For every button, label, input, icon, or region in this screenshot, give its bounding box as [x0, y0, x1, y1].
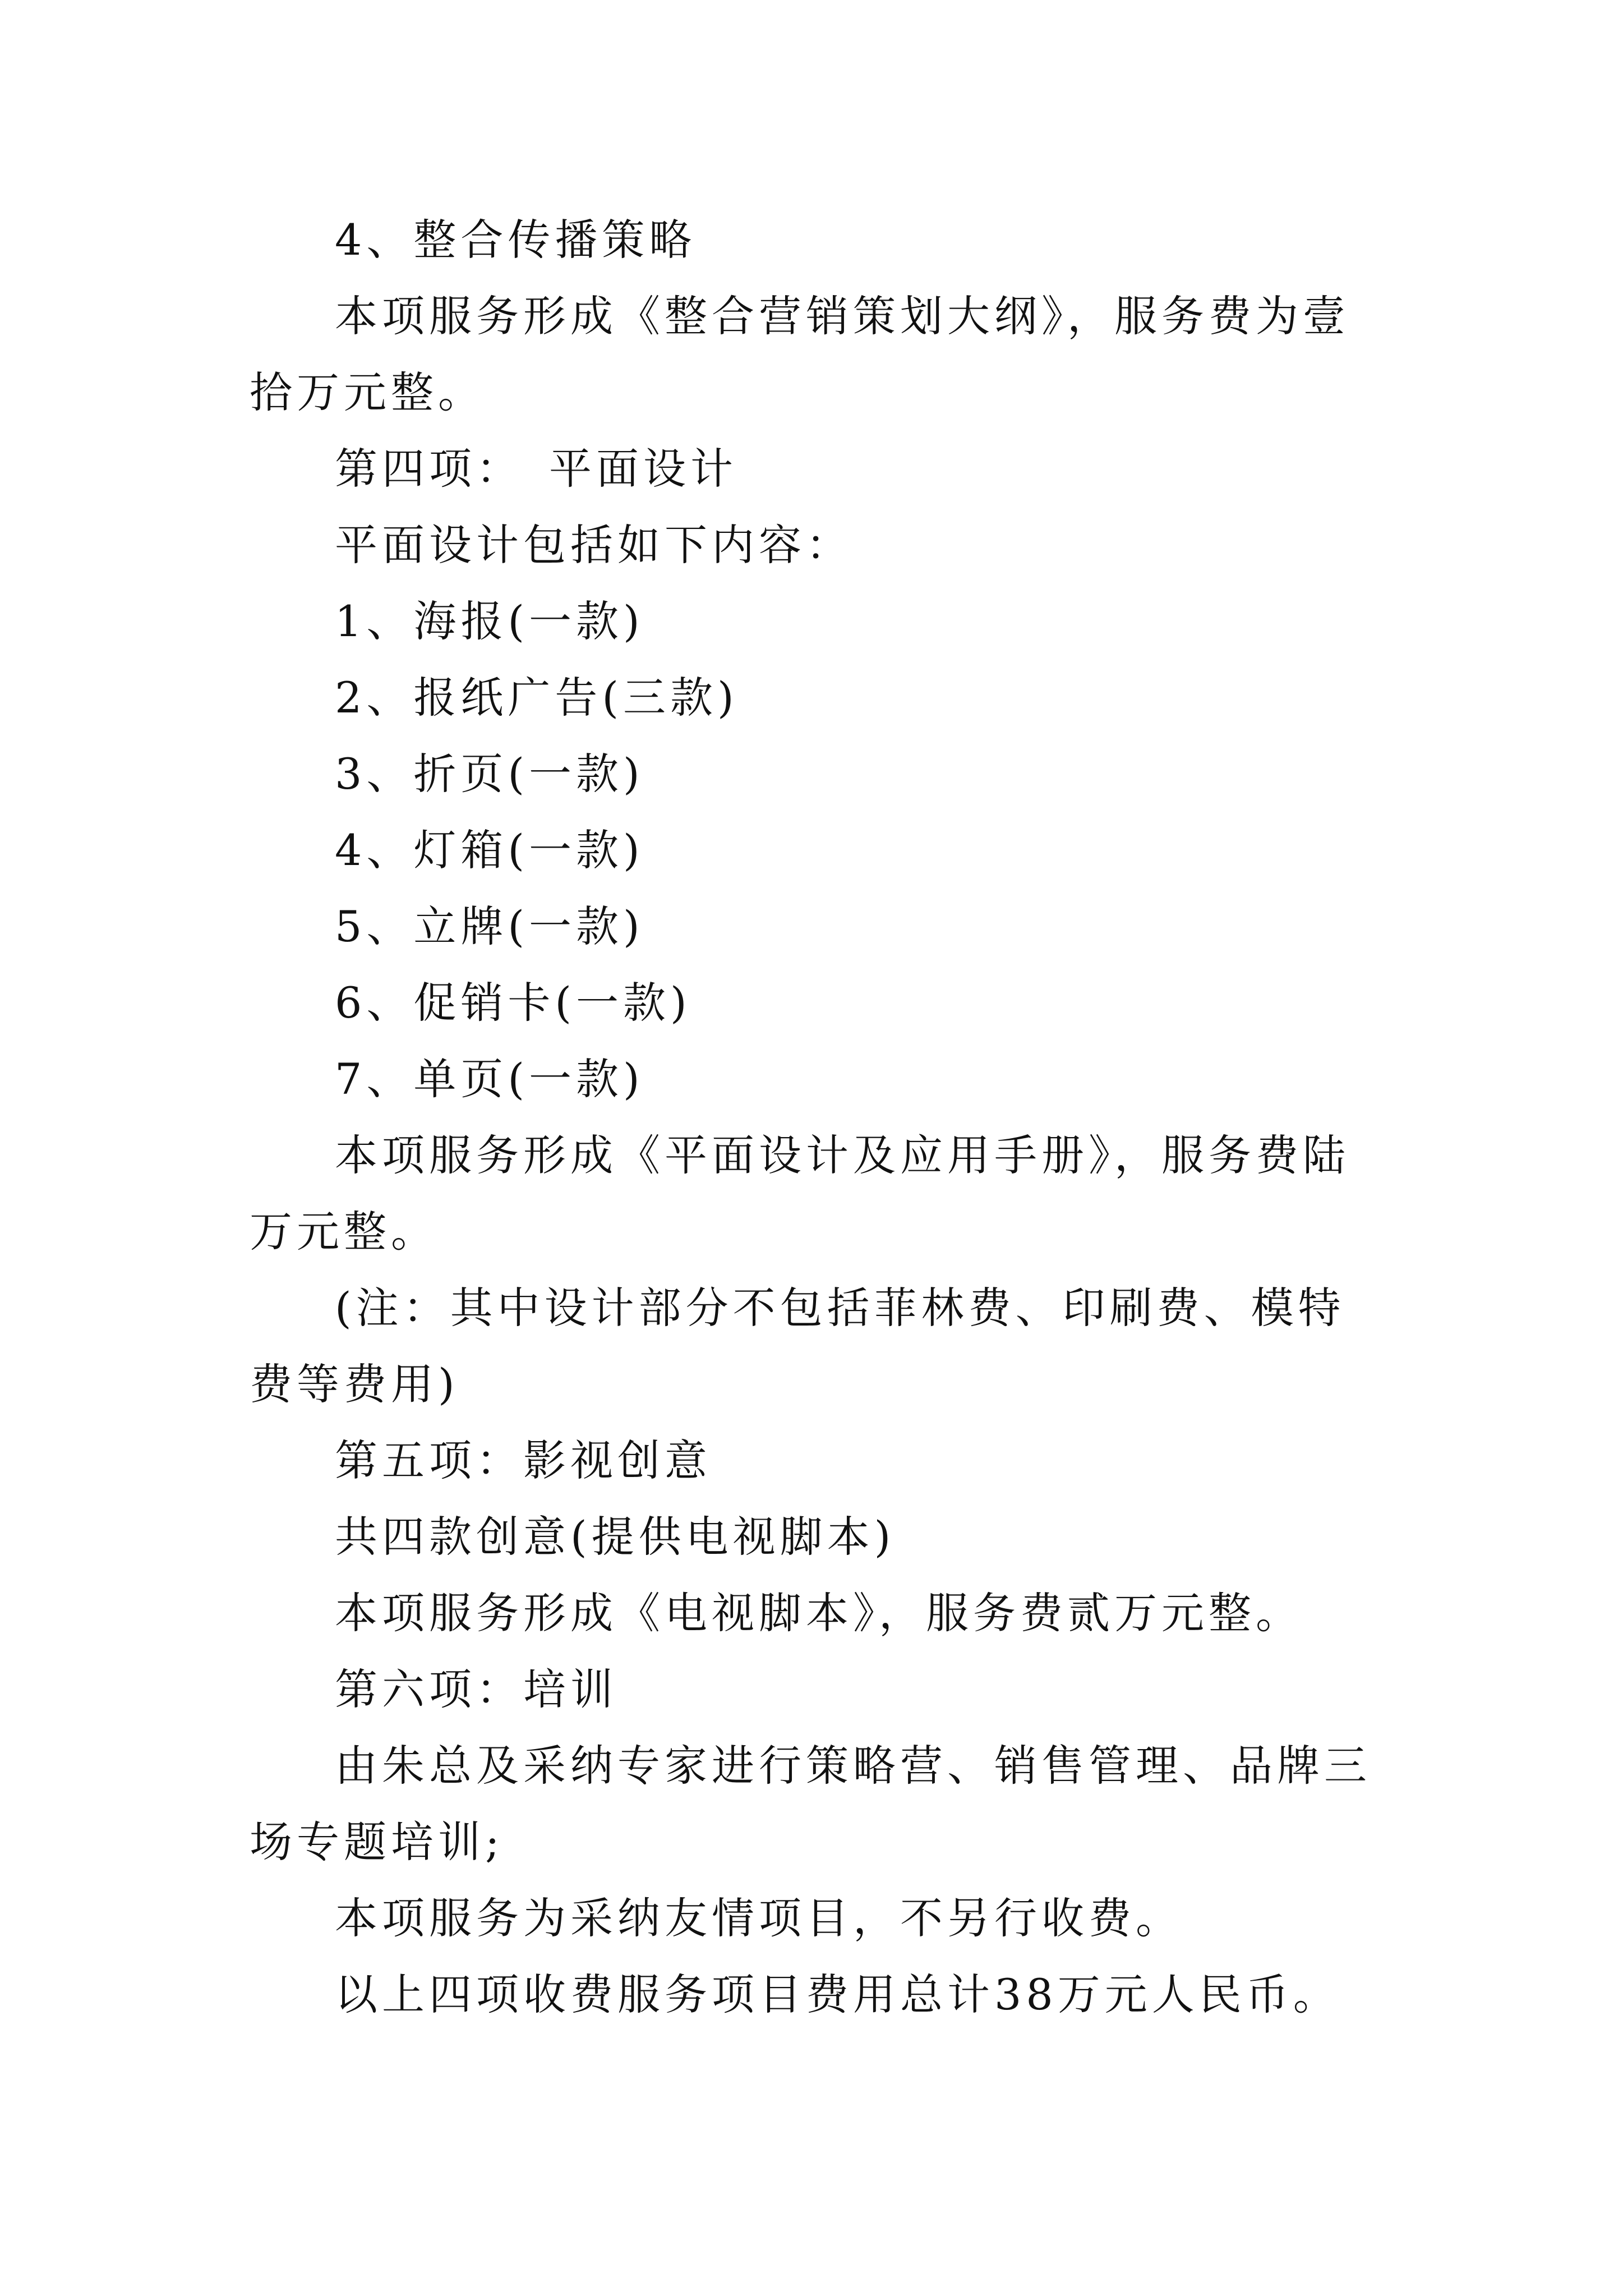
section-heading-film-creative: 第五项：影视创意: [335, 1435, 712, 1485]
list-item-brochure: 3、折页(一款): [335, 749, 644, 799]
total-fee-summary: 以上四项收费服务项目费用总计38万元人民币。: [335, 1970, 1340, 2019]
list-item-newspaper-ad: 2、报纸广告(三款): [335, 673, 739, 723]
list-item-promo-card: 6、促销卡(一款): [335, 978, 691, 1028]
list-item-poster: 1、海报(一款): [335, 596, 644, 646]
item-heading-integrated-communication: 4、整合传播策略: [335, 215, 697, 265]
list-item-lightbox: 4、灯箱(一款): [335, 825, 644, 875]
document-body: [250, 202, 1371, 2033]
training-detail: 由朱总及采纳专家进行策略营、销售管理、品牌三场专题培训;: [250, 1741, 1371, 1867]
graphic-design-intro: 平面设计包括如下内容：: [335, 520, 853, 570]
service-outcome-tv-script: 本项服务形成《电视脚本》，服务费贰万元整。: [335, 1588, 1303, 1638]
section-heading-training: 第六项：培训: [335, 1664, 617, 1714]
note-excluded-fees: (注：其中设计部分不包括菲林费、印刷费、模特费等费用): [250, 1283, 1345, 1409]
list-item-flyer: 7、单页(一款): [335, 1054, 644, 1104]
section-heading-graphic-design: 第四项： 平面设计: [335, 444, 737, 494]
film-creative-detail: 共四款创意(提供电视脚本): [335, 1512, 896, 1562]
service-outcome-marketing-outline: 本项服务形成《整合营销策划大纲》，服务费为壹拾万元整。: [250, 291, 1350, 417]
training-fee-note: 本项服务为采纳友情项目，不另行收费。: [335, 1893, 1183, 1943]
list-item-standee: 5、立牌(一款): [335, 901, 644, 951]
service-outcome-design-manual: 本项服务形成《平面设计及应用手册》，服务费陆万元整。: [250, 1130, 1350, 1257]
